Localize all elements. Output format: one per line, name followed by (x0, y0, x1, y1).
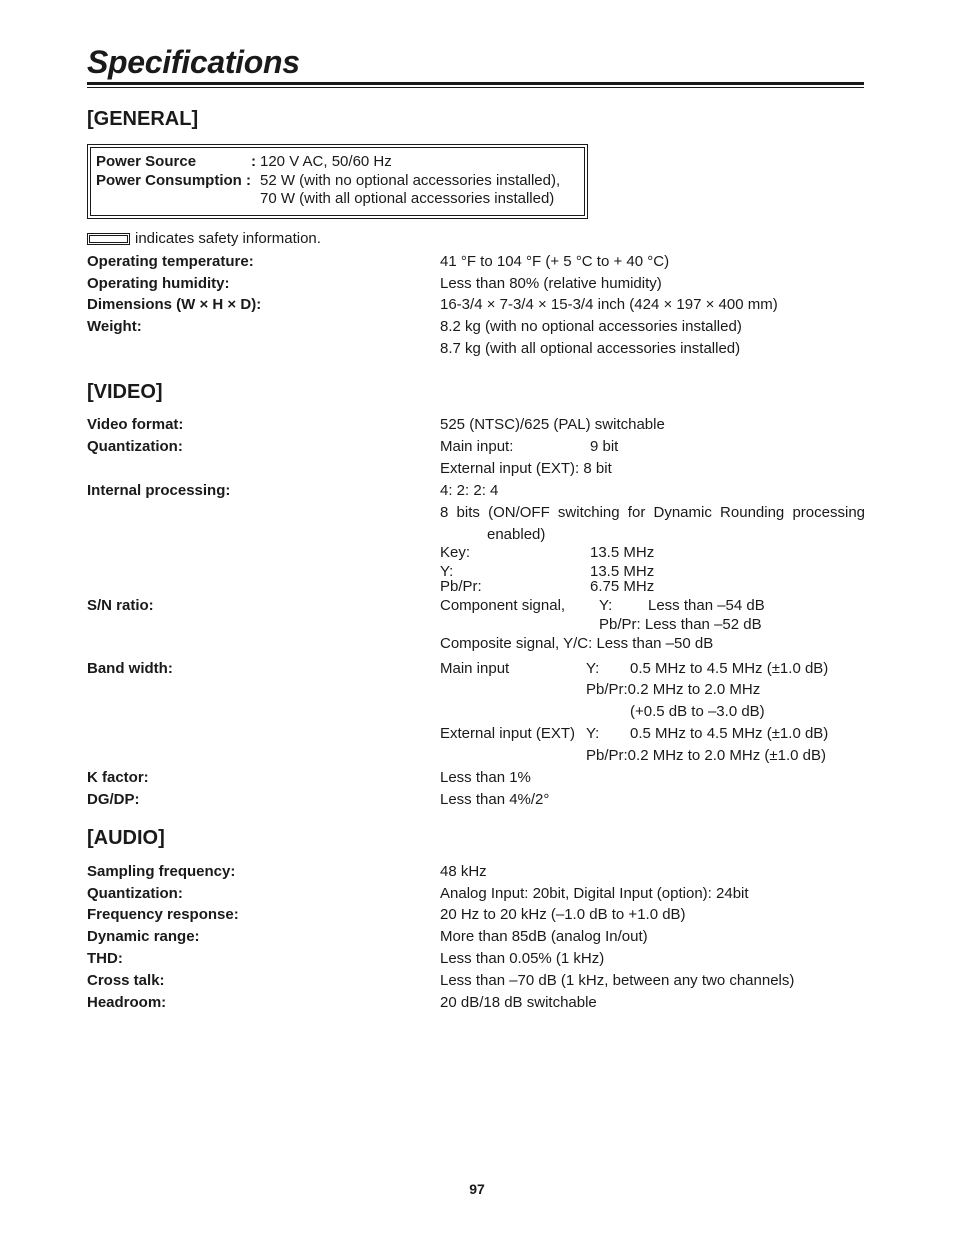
safety-note: indicates safety information. (135, 230, 321, 247)
video-quant-main-value: 9 bit (590, 438, 619, 455)
video-quant-main-label: Main input: (440, 438, 514, 455)
audio-quant-value: Analog Input: 20bit, Digital Input (option): 24bit (440, 885, 749, 902)
power-source-label: Power Source (96, 153, 197, 170)
weight-label: Weight: (87, 318, 142, 335)
y-label: Y: (440, 563, 454, 580)
cross-talk-label: Cross talk: (87, 972, 165, 989)
pbpr-label: Pb/Pr: (440, 578, 482, 595)
headroom-label: Headroom: (87, 994, 167, 1011)
bw-main-pbpr-2: (+0.5 dB to –3.0 dB) (630, 703, 765, 720)
power-source-colon: : (251, 153, 256, 170)
power-consumption-label: Power Consumption : (96, 172, 251, 189)
video-quant-label: Quantization: (87, 438, 183, 455)
page-number: 97 (469, 1181, 485, 1197)
bw-main: Main input (440, 660, 510, 677)
bw-ext: External input (EXT) (440, 725, 576, 742)
sn-component: Component signal, (440, 597, 566, 614)
sn-ratio-label: S/N ratio: (87, 597, 154, 614)
bandwidth-label: Band width: (87, 660, 173, 677)
key-label: Key: (440, 544, 471, 561)
internal-processing-label: Internal processing: (87, 482, 231, 499)
audio-quant-label: Quantization: (87, 885, 183, 902)
video-quant-ext: External input (EXT): 8 bit (440, 460, 612, 477)
sn-pbpr: Pb/Pr: Less than –52 dB (599, 616, 762, 633)
dynamic-range-value: More than 85dB (analog In/out) (440, 928, 648, 945)
page-title: Specifications (87, 44, 300, 80)
op-temp-label: Operating temperature: (87, 253, 254, 270)
key-value: 13.5 MHz (590, 544, 655, 561)
thd-label: THD: (87, 950, 123, 967)
sn-y-label: Y: (599, 597, 613, 614)
sn-composite: Composite signal, Y/C: Less than –50 dB (440, 635, 714, 652)
bw-ext-pbpr: Pb/Pr:0.2 MHz to 2.0 MHz (±1.0 dB) (586, 747, 826, 764)
safety-symbol-box (87, 233, 130, 245)
pbpr-value: 6.75 MHz (590, 578, 655, 595)
sampling-freq-value: 48 kHz (440, 863, 487, 880)
internal-processing-2: 8 bits (ON/OFF switching for Dynamic Rounding processing (440, 504, 865, 521)
headroom-value: 20 dB/18 dB switchable (440, 994, 597, 1011)
dgdp-value: Less than 4%/2° (440, 791, 550, 808)
dimensions-label: Dimensions (W × H × D): (87, 296, 262, 313)
sampling-freq-label: Sampling frequency: (87, 863, 236, 880)
weight-value-1: 8.2 kg (with no optional accessories installed) (440, 318, 742, 335)
op-temp-value: 41 °F to 104 °F (+ 5 °C to + 40 °C) (440, 253, 670, 270)
weight-value-2: 8.7 kg (with all optional accessories installed) (440, 340, 741, 357)
k-factor-value: Less than 1% (440, 769, 531, 786)
op-hum-value: Less than 80% (relative humidity) (440, 275, 662, 292)
power-consumption-value-1: 52 W (with no optional accessories installed), (260, 172, 561, 189)
dgdp-label: DG/DP: (87, 791, 140, 808)
bw-ext-y-label: Y: (586, 725, 600, 742)
video-format-value: 525 (NTSC)/625 (PAL) switchable (440, 416, 665, 433)
internal-processing-1: 4: 2: 2: 4 (440, 482, 499, 499)
thd-value: Less than 0.05% (1 kHz) (440, 950, 605, 967)
power-consumption-value-2: 70 W (with all optional accessories installed) (260, 190, 555, 207)
audio-heading: [AUDIO] (87, 827, 165, 849)
video-heading: [VIDEO] (87, 381, 163, 403)
sn-y-value: Less than –54 dB (648, 597, 765, 614)
title-rule-thin (87, 87, 864, 88)
title-rule-thick (87, 82, 864, 85)
y-value: 13.5 MHz (590, 563, 655, 580)
video-format-label: Video format: (87, 416, 184, 433)
cross-talk-value: Less than –70 dB (1 kHz, between any two channels) (440, 972, 795, 989)
k-factor-label: K factor: (87, 769, 149, 786)
dynamic-range-label: Dynamic range: (87, 928, 200, 945)
general-heading: [GENERAL] (87, 108, 199, 130)
bw-main-y-label: Y: (586, 660, 600, 677)
bw-ext-y-value: 0.5 MHz to 4.5 MHz (±1.0 dB) (630, 725, 829, 742)
bw-main-pbpr: Pb/Pr:0.2 MHz to 2.0 MHz (586, 681, 761, 698)
internal-processing-3: enabled) (487, 526, 546, 543)
bw-main-y-value: 0.5 MHz to 4.5 MHz (±1.0 dB) (630, 660, 829, 677)
op-hum-label: Operating humidity: (87, 275, 230, 292)
dimensions-value: 16-3/4 × 7-3/4 × 15-3/4 inch (424 × 197 × 400 mm) (440, 296, 778, 313)
power-source-value: 120 V AC, 50/60 Hz (260, 153, 392, 170)
freq-response-value: 20 Hz to 20 kHz (–1.0 dB to +1.0 dB) (440, 906, 686, 923)
freq-response-label: Frequency response: (87, 906, 239, 923)
